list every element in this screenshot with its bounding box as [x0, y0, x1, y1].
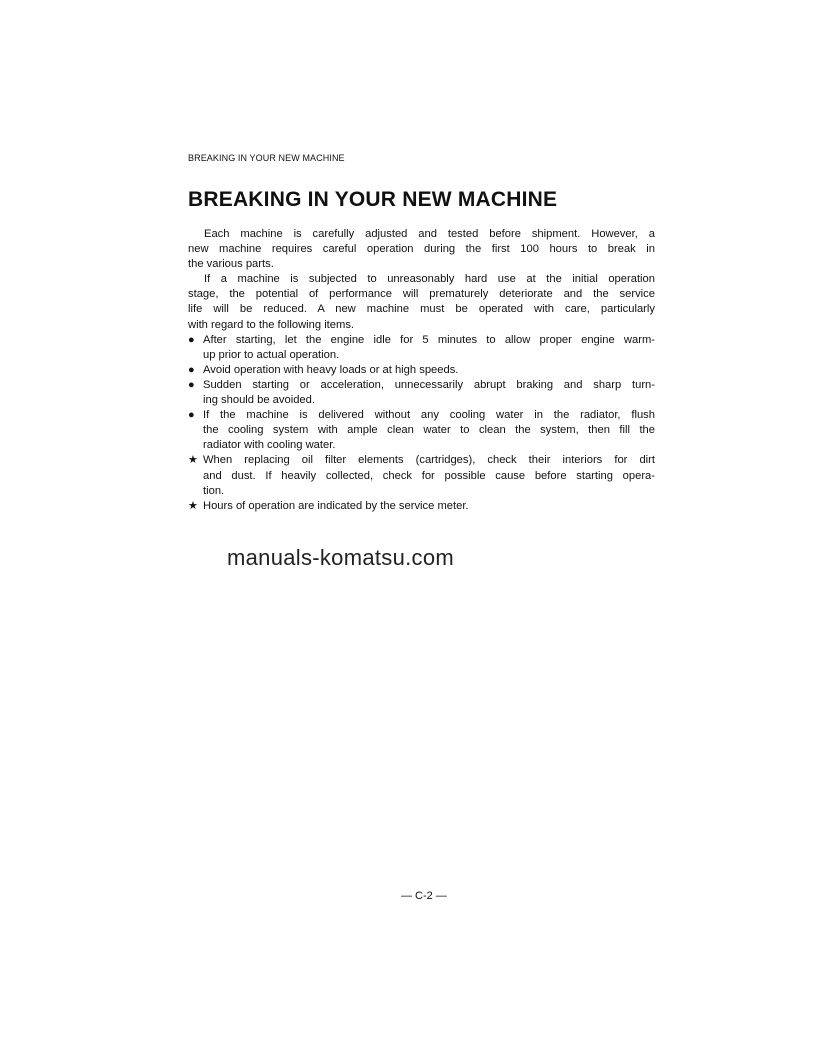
star-icon: ★	[188, 454, 198, 467]
text-line: and dust. If heavily collected, check for possible cause before starting opera-	[203, 469, 655, 482]
text-line: life will be reduced. A new machine must be operated with care, particularly	[188, 303, 655, 316]
text-line: Each machine is carefully adjusted and tested before shipment. However, a	[204, 228, 655, 240]
list-item	[188, 363, 655, 378]
text-line: After starting, let the engine idle for 5 minutes to allow proper engine warm-	[203, 333, 655, 346]
list-item	[188, 333, 655, 363]
note-item	[188, 453, 655, 498]
star-icon: ★	[188, 499, 198, 512]
paragraph-intro	[188, 227, 655, 272]
text-line: Avoid operation with heavy loads or at high speeds.	[203, 363, 459, 376]
text-line: the various parts.	[188, 258, 274, 271]
page-number: — C-2 —	[401, 890, 447, 902]
text-line: stage, the potential of performance will prematurely deteriorate and the service	[188, 288, 655, 301]
note-item	[188, 499, 655, 514]
text-line: new machine requires careful operation during the first 100 hours to break in	[188, 243, 655, 256]
text-line: with regard to the following items.	[188, 318, 355, 331]
text-line: If the machine is delivered without any cooling water in the radiator, flush	[203, 409, 655, 422]
paragraph-hard-use	[188, 272, 655, 332]
page-title: BREAKING IN YOUR NEW MACHINE	[188, 188, 558, 211]
list-item	[188, 408, 655, 453]
running-head: BREAKING IN YOUR NEW MACHINE	[188, 153, 345, 163]
bullet-icon: ●	[188, 363, 195, 376]
text-line: tion.	[203, 484, 225, 497]
text-line: the cooling system with ample clean water to clean the system, then fill the	[203, 424, 655, 437]
bullet-icon: ●	[188, 409, 195, 422]
text-line: radiator with cooling water.	[203, 439, 336, 452]
text-line: up prior to actual operation.	[203, 348, 340, 361]
text-line: Sudden starting or acceleration, unnecessarily abrupt braking and sharp turn-	[203, 378, 655, 391]
text-line: Hours of operation are indicated by the service meter.	[203, 499, 469, 512]
watermark: manuals-komatsu.com	[227, 545, 454, 570]
list-item	[188, 378, 655, 408]
text-line: ing should be avoided.	[203, 394, 315, 407]
body-text	[188, 227, 655, 514]
text-line: When replacing oil filter elements (cartridges), check their interiors for dirt	[203, 454, 655, 467]
bullet-icon: ●	[188, 378, 195, 391]
text-line: If a machine is subjected to unreasonably hard use at the initial operation	[204, 273, 655, 286]
bullet-icon: ●	[188, 333, 195, 346]
